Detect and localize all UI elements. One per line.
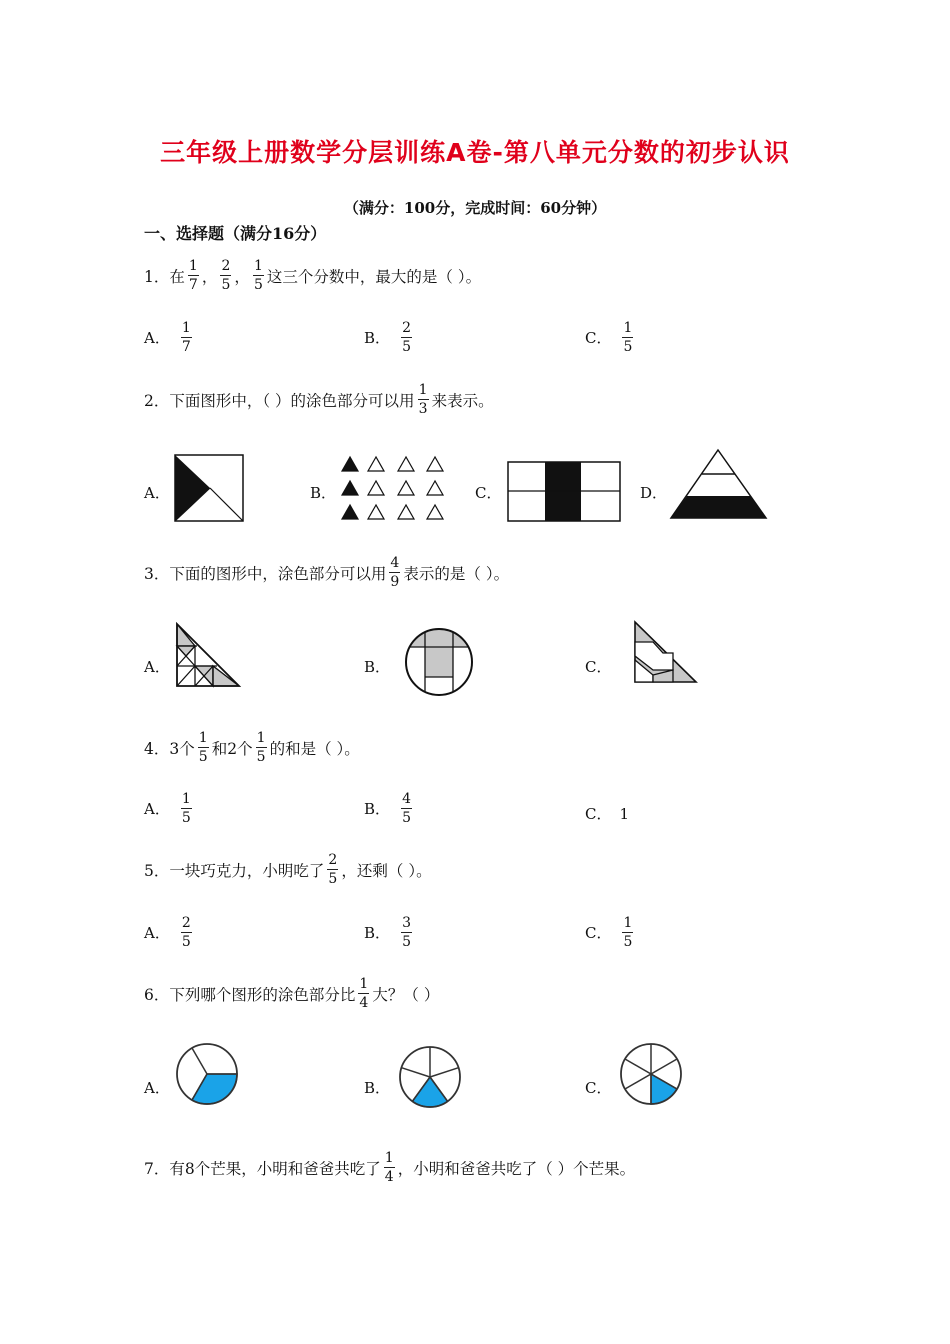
q2-option-a[interactable]: A． (144, 484, 170, 502)
question-5: 5． 一块巧克力，小明吃了 $\frac{2}{5}$ ，还剩（ ）。 (144, 852, 432, 887)
fraction: $\frac{1}{4}$ (359, 976, 369, 1011)
q6-figure-b-pie-fifths (397, 1045, 463, 1109)
q6-option-c[interactable]: C． (585, 1079, 612, 1097)
q1-option-b[interactable]: B． $\frac{2}{5}$ (364, 320, 411, 355)
question-1: 1． 在 $\frac{1}{7}$ ， $\frac{2}{5}$ ， $\frac{1}{5}$ 这三个分数中，最大的是（ ）。 (144, 258, 482, 293)
q6-figure-c-pie-sixths (618, 1041, 684, 1107)
q6-option-a[interactable]: A． (144, 1079, 170, 1097)
q4-option-c[interactable]: C． 1 (585, 804, 630, 823)
q2-option-c[interactable]: C． (475, 484, 502, 502)
q2-figure-c-rectangle (507, 461, 621, 523)
q2-figure-b-triangles (340, 454, 446, 524)
q6-figure-a-pie-thirds (174, 1041, 240, 1107)
q5-option-a[interactable]: A． $\frac{2}{5}$ (144, 915, 191, 950)
fraction: $\frac{1}{5}$ (198, 730, 208, 765)
q5-option-b[interactable]: B． $\frac{3}{5}$ (364, 915, 411, 950)
q1-option-a[interactable]: A． $\frac{1}{7}$ (144, 320, 191, 355)
fraction: $\frac{1}{5}$ (253, 258, 263, 293)
q3-option-b[interactable]: B． (364, 658, 391, 676)
fraction: $\frac{2}{5}$ (328, 852, 338, 887)
q1-option-c[interactable]: C． $\frac{1}{5}$ (585, 320, 633, 355)
q2-option-d[interactable]: D． (640, 484, 668, 502)
page-title: 三年级上册数学分层训练A卷-第八单元分数的初步认识 (160, 138, 790, 167)
q3-figure-c-triangle (633, 620, 699, 684)
q2-figure-a (174, 454, 244, 522)
fraction: $\frac{2}{5}$ (221, 258, 231, 293)
q6-option-b[interactable]: B． (364, 1079, 391, 1097)
q2-figure-d-pyramid (670, 448, 768, 520)
q3-option-a[interactable]: A． (144, 658, 170, 676)
question-6: 6． 下列哪个图形的涂色部分比 $\frac{1}{4}$ 大？（ ） (144, 976, 440, 1011)
fraction: $\frac{1}{7}$ (188, 258, 198, 293)
fraction: $\frac{1}{5}$ (256, 730, 266, 765)
section-heading: 一、选择题（满分16分） (144, 224, 327, 243)
q3-figure-b-circle (404, 627, 474, 697)
question-7: 7． 有8个芒果，小明和爸爸共吃了 $\frac{1}{4}$ ，小明和爸爸共吃了（ ）个芒果。 (144, 1150, 636, 1185)
fraction: $\frac{1}{4}$ (384, 1150, 394, 1185)
q3-figure-a-triangle (175, 622, 243, 688)
question-4: 4． 3个 $\frac{1}{5}$ 和2个 $\frac{1}{5}$ 的和是（ ）。 (144, 730, 360, 765)
q5-option-c[interactable]: C． $\frac{1}{5}$ (585, 915, 633, 950)
question-2: 2． 下面图形中，（ ）的涂色部分可以用 $\frac{1}{3}$ 来表示。 (144, 382, 494, 417)
fraction: $\frac{4}{9}$ (390, 555, 400, 590)
page-subtitle: （满分：100分，完成时间：60分钟） (343, 199, 607, 217)
q2-option-b[interactable]: B． (310, 484, 337, 502)
fraction: $\frac{1}{3}$ (418, 382, 428, 417)
q3-option-c[interactable]: C． (585, 658, 612, 676)
q4-option-a[interactable]: A． $\frac{1}{5}$ (144, 791, 191, 826)
question-3: 3． 下面的图形中，涂色部分可以用 $\frac{4}{9}$ 表示的是（ ）。 (144, 555, 510, 590)
q4-option-b[interactable]: B． $\frac{4}{5}$ (364, 791, 411, 826)
